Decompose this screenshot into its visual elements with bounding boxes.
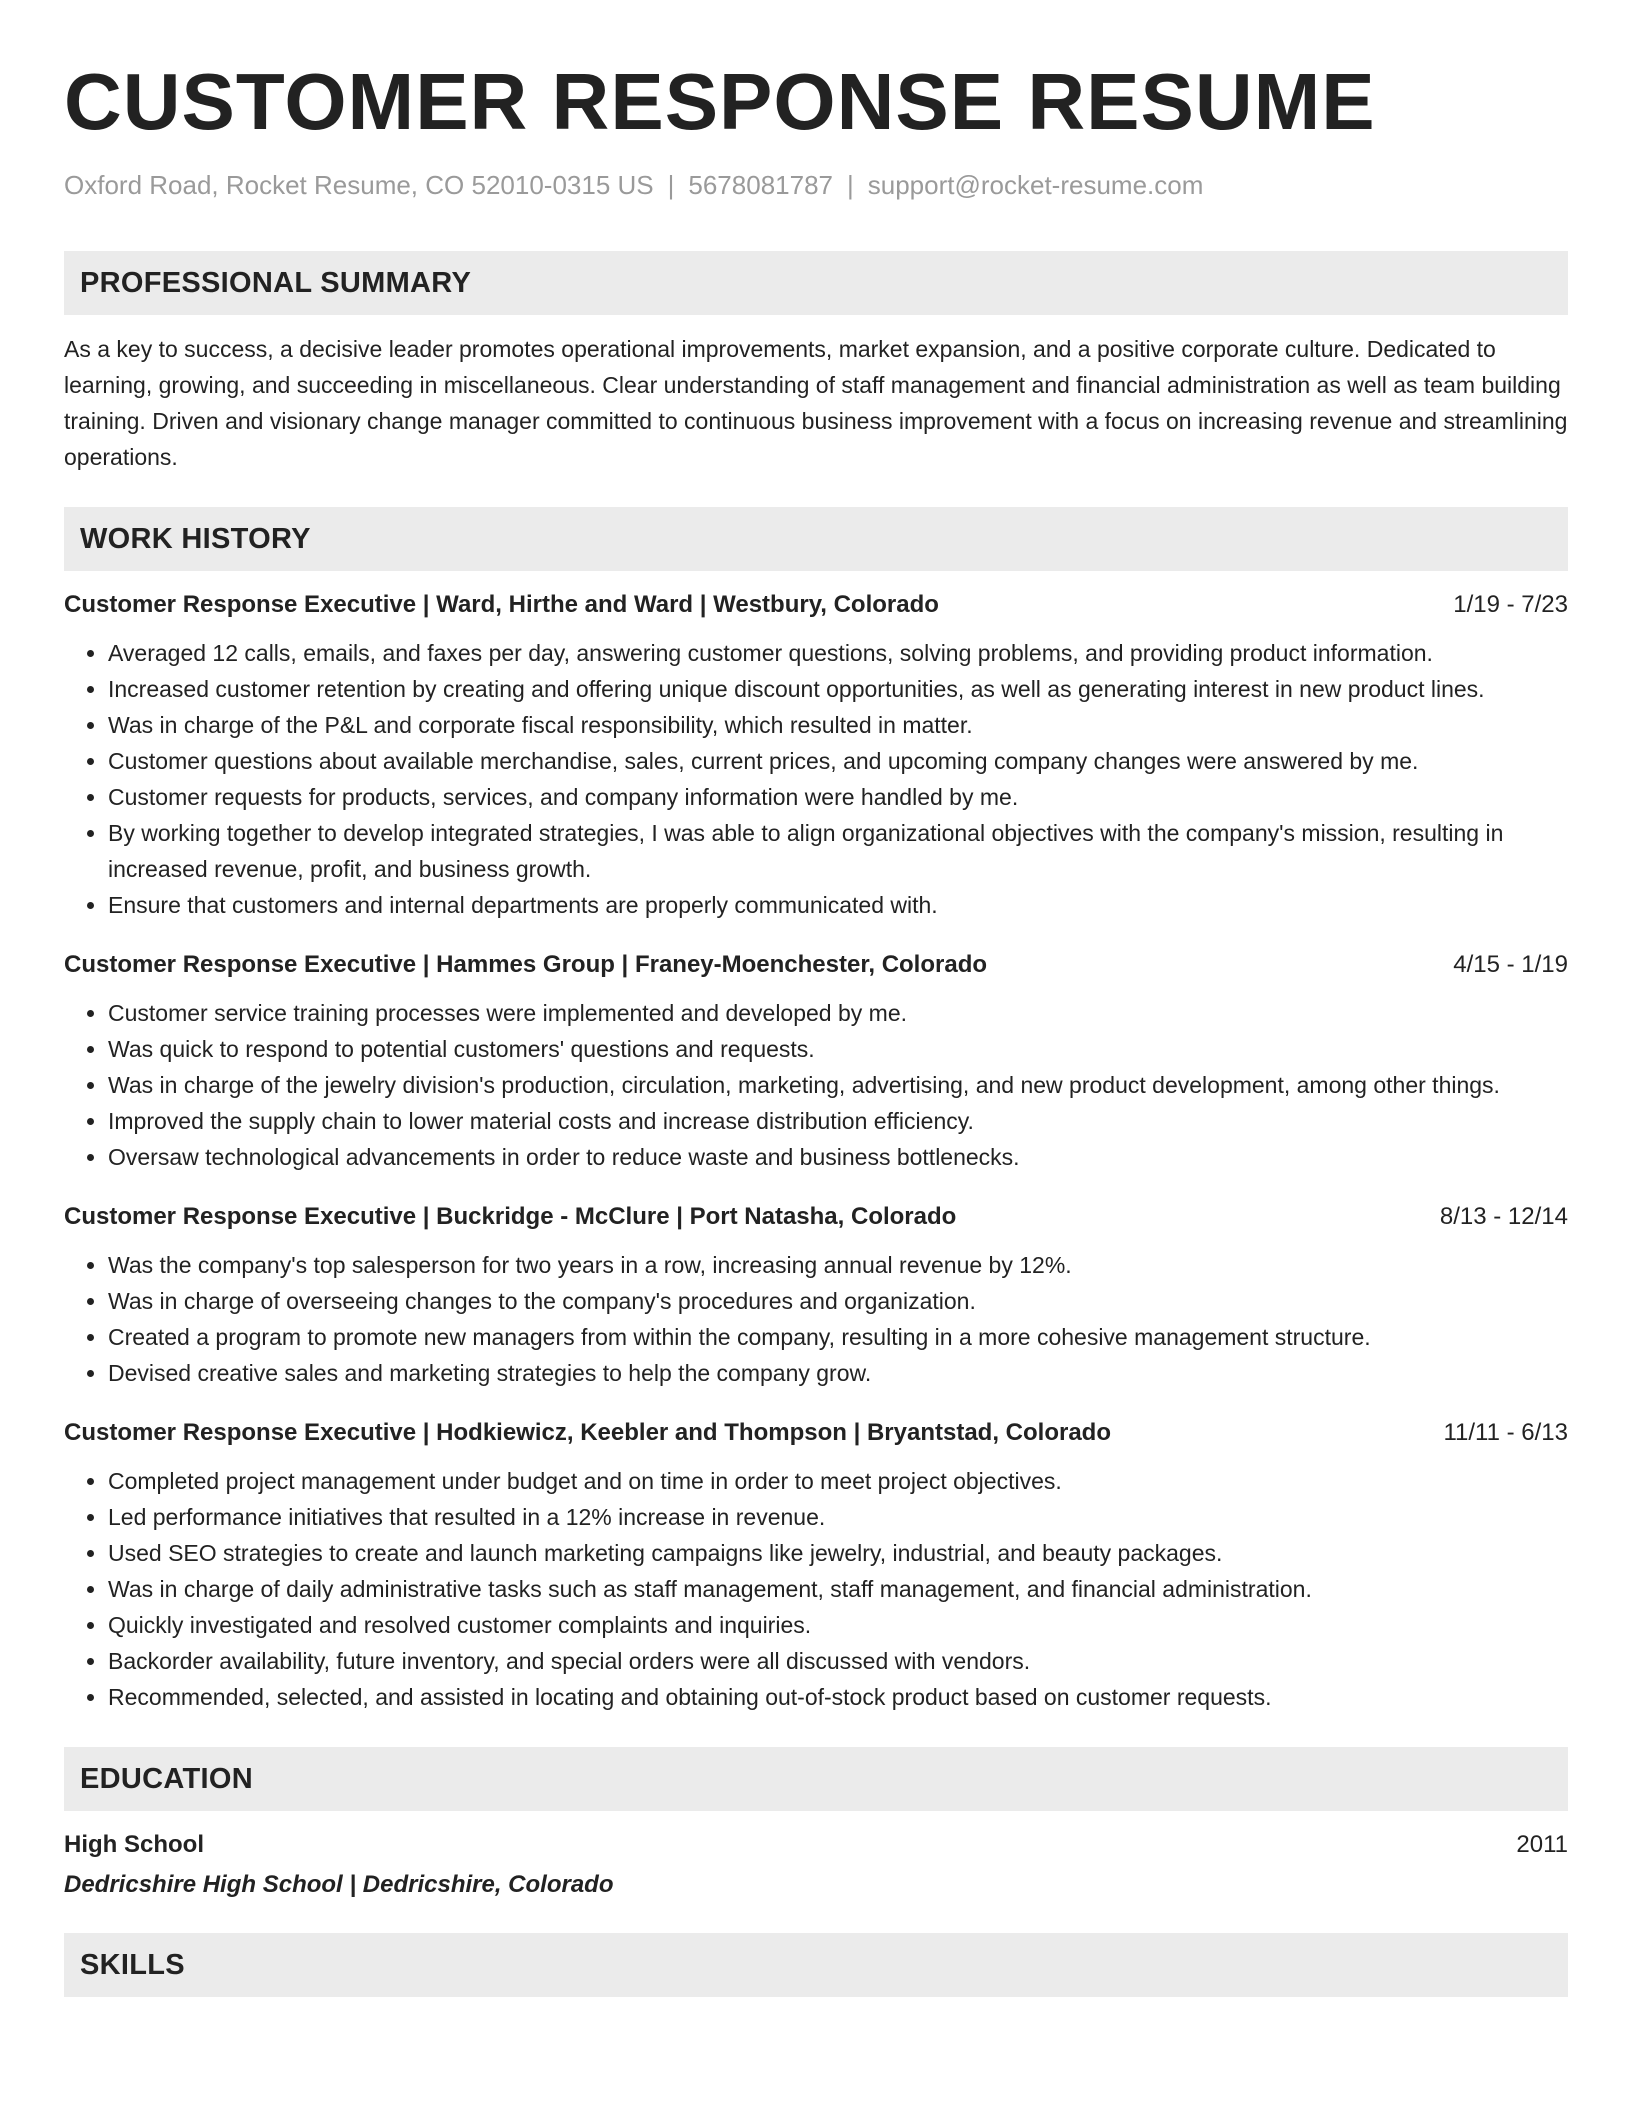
job-header — [64, 1417, 1568, 1449]
skills-section-header — [64, 1933, 1568, 1997]
work-history-list — [64, 589, 1568, 1715]
job-bullet: • Oversaw technological advancements in order to reduce waste and business bottlenecks. — [108, 1139, 1568, 1175]
job-bullet: • Was in charge of daily administrative tasks such as staff management, staff management, and financial administration. — [108, 1571, 1568, 1607]
job-bullet: • Created a program to promote new managers from within the company, resulting in a more cohesive management structure. — [108, 1319, 1568, 1355]
job-bullet-list — [64, 635, 1568, 923]
job-bullet: • Used SEO strategies to create and launch marketing campaigns like jewelry, industrial, and beauty packages. — [108, 1535, 1568, 1571]
contact-address: Oxford Road, Rocket Resume, CO 52010-0315 US — [64, 170, 654, 200]
job-title: Customer Response Executive | Hammes Group | Franey-Moenchester, Colorado — [64, 951, 988, 979]
job-entry — [64, 589, 1568, 923]
contact-line — [64, 170, 1568, 201]
job-entry — [64, 949, 1568, 1175]
education-degree: High School — [64, 1831, 204, 1859]
job-entry — [64, 1417, 1568, 1715]
contact-separator: | — [847, 170, 854, 200]
summary-text: As a key to success, a decisive leader promotes operational improvements, market expansion, and a positive corporate culture. Dedicated to learning, growing, and succeeding in miscellaneous. Clear understanding of staff management and financial administration as well as team building training. Driven and visionary change manager committed to continuous business improvement with a focus on increasing revenue and streamlining operations. — [64, 336, 1568, 471]
job-bullet: • Improved the supply chain to lower material costs and increase distribution efficiency. — [108, 1103, 1568, 1139]
job-bullet: • Customer requests for products, services, and company information were handled by me. — [108, 779, 1568, 815]
job-dates: 1/19 - 7/23 — [1453, 591, 1568, 619]
job-bullet: • Was the company's top salesperson for two years in a row, increasing annual revenue by 12%. — [108, 1247, 1568, 1283]
job-bullet-list — [64, 995, 1568, 1175]
job-bullet: • Was in charge of overseeing changes to the company's procedures and organization. — [108, 1283, 1568, 1319]
work-section-header — [64, 507, 1568, 571]
job-header — [64, 949, 1568, 981]
job-entry — [64, 1201, 1568, 1391]
job-bullet: • By working together to develop integrated strategies, I was able to align organizational objectives with the company's mission, resulting in increased revenue, profit, and business growth. — [108, 815, 1568, 887]
job-bullet: • Led performance initiatives that resulted in a 12% increase in revenue. — [108, 1499, 1568, 1535]
resume-title: CUSTOMER RESPONSE RESUME — [64, 57, 1376, 146]
job-bullet: • Quickly investigated and resolved customer complaints and inquiries. — [108, 1607, 1568, 1643]
job-title: Customer Response Executive | Hodkiewicz, Keebler and Thompson | Bryantstad, Colorado — [64, 1419, 1111, 1447]
job-header — [64, 1201, 1568, 1233]
job-dates: 8/13 - 12/14 — [1439, 1203, 1568, 1231]
job-bullet: • Was in charge of the jewelry division's production, circulation, marketing, advertising, and new product development, among other things. — [108, 1067, 1568, 1103]
job-dates: 4/15 - 1/19 — [1453, 951, 1568, 979]
job-title: Customer Response Executive | Ward, Hirthe and Ward | Westbury, Colorado — [64, 591, 939, 619]
job-bullet: • Customer questions about available merchandise, sales, current prices, and upcoming company changes were answered by me. — [108, 743, 1568, 779]
work-heading: WORK HISTORY — [80, 522, 311, 555]
job-bullet: • Averaged 12 calls, emails, and faxes per day, answering customer questions, solving problems, and providing product information. — [108, 635, 1568, 671]
education-school: Dedricshire High School | Dedricshire, Colorado — [64, 1871, 614, 1899]
education-section-header — [64, 1747, 1568, 1811]
education-year: 2011 — [1516, 1831, 1568, 1859]
job-bullet: • Increased customer retention by creating and offering unique discount opportunities, as well as generating interest in new product lines. — [108, 671, 1568, 707]
job-bullet-list — [64, 1463, 1568, 1715]
job-bullet: • Backorder availability, future inventory, and special orders were all discussed with vendors. — [108, 1643, 1568, 1679]
job-title: Customer Response Executive | Buckridge - McClure | Port Natasha, Colorado — [64, 1203, 957, 1231]
job-bullet: • Devised creative sales and marketing strategies to help the company grow. — [108, 1355, 1568, 1391]
education-entry — [64, 1829, 1568, 1861]
summary-heading: PROFESSIONAL SUMMARY — [80, 266, 472, 299]
job-bullet-list — [64, 1247, 1568, 1391]
job-bullet: • Was quick to respond to potential customers' questions and requests. — [108, 1031, 1568, 1067]
job-bullet: • Completed project management under budget and on time in order to meet project objectives. — [108, 1463, 1568, 1499]
contact-separator: | — [667, 170, 675, 200]
job-bullet: • Was in charge of the P&L and corporate fiscal responsibility, which resulted in matter. — [108, 707, 1568, 743]
contact-phone: 5678081787 — [688, 170, 833, 200]
job-dates: 11/11 - 6/13 — [1443, 1419, 1568, 1447]
education-heading: EDUCATION — [80, 1762, 253, 1795]
job-bullet: • Ensure that customers and internal departments are properly communicated with. — [108, 887, 1568, 923]
job-bullet: • Customer service training processes were implemented and developed by me. — [108, 995, 1568, 1031]
contact-email: support@rocket-resume.com — [867, 170, 1204, 200]
job-bullet: • Recommended, selected, and assisted in locating and obtaining out-of-stock product based on customer requests. — [108, 1679, 1568, 1715]
summary-section-header — [64, 251, 1568, 315]
skills-heading: SKILLS — [80, 1948, 185, 1981]
job-header — [64, 589, 1568, 621]
